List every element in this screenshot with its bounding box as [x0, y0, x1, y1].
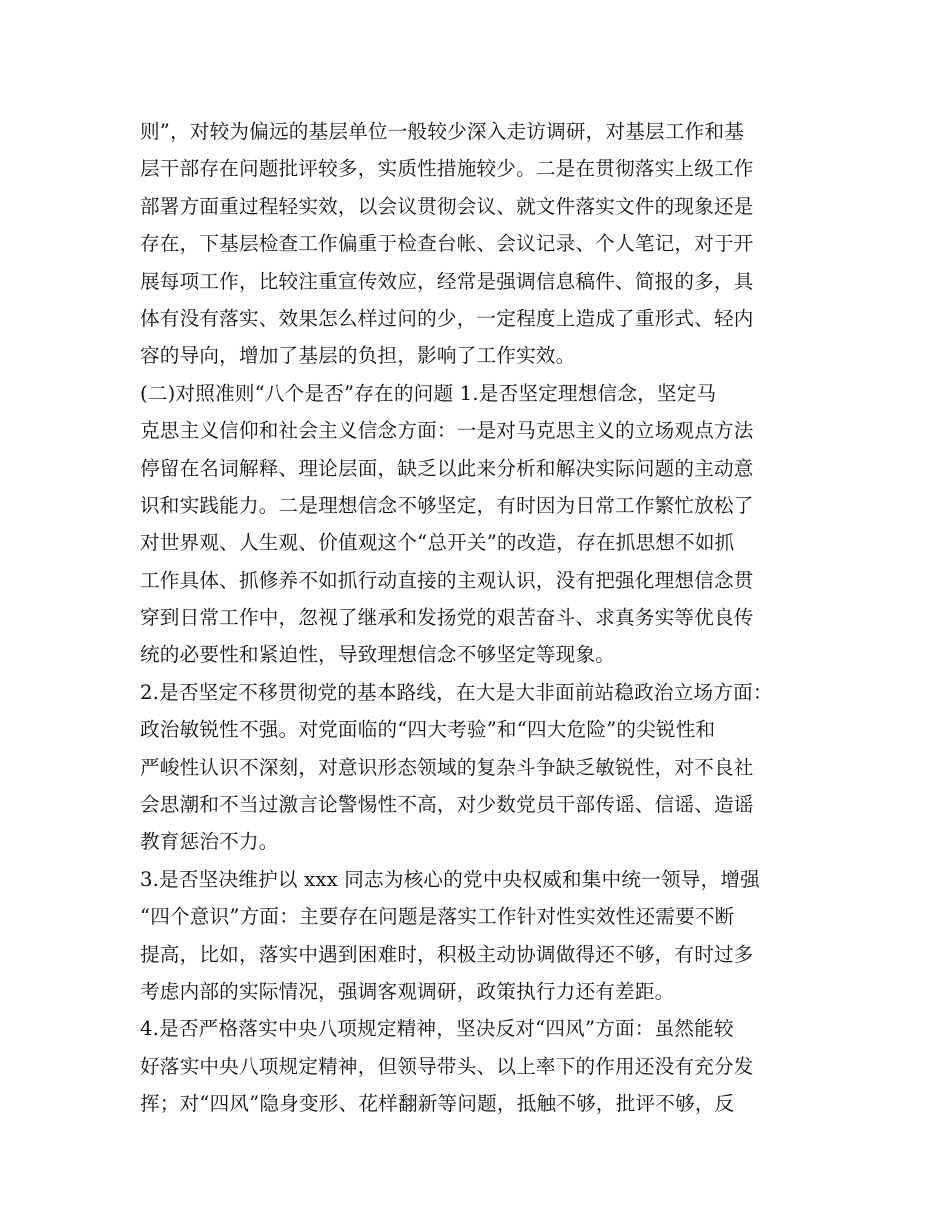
text-line: 识和实践能力。二是理想信念不够坚定，有时因为日常工作繁忙放松了	[140, 493, 754, 517]
text-line: “四个意识”方面：主要存在问题是落实工作针对性实效性还需要不断	[140, 905, 735, 929]
text-line: 考虑内部的实际情况，强调客观调研，政策执行力还有差距。	[140, 979, 675, 1003]
text-line: 工作具体、抓修养不如抓行动直接的主观认识，没有把强化理想信念贯	[140, 568, 754, 592]
text-line: 层干部存在问题批评较多，实质性措施较少。二是在贯彻落实上级工作	[140, 157, 754, 181]
text-line: 克思主义信仰和社会主义信念方面：一是对马克思主义的立场观点方法	[140, 419, 754, 443]
text-line: 体有没有落实、效果怎么样过问的少，一定程度上造成了重形式、轻内	[140, 306, 754, 330]
document-body-text	[140, 113, 820, 1123]
numbered-item-line: 2.是否坚定不移贯彻党的基本路线，在大是大非面前站稳政治立场方面：	[140, 680, 773, 704]
numbered-item-line: 4.是否严格落实中央八项规定精神，坚决反对“四风”方面：虽然能较	[140, 1017, 734, 1041]
text-line: 好落实中央八项规定精神，但领导带头、以上率下的作用还没有充分发	[140, 1054, 754, 1078]
text-line: 政治敏锐性不强。对党面临的“四大考验”和“四大危险”的尖锐性和	[140, 718, 716, 742]
text-line: 对世界观、人生观、价值观这个“总开关”的改造，存在抓思想不如抓	[140, 531, 735, 555]
text-line: 会思潮和不当过激言论警惕性不高，对少数党员干部传谣、信谣、造谣	[140, 793, 754, 817]
text-line: 严峻性认识不深刻，对意识形态领域的复杂斗争缺乏敏锐性，对不良社	[140, 755, 754, 779]
text-line: 教育惩治不力。	[140, 830, 279, 854]
text-line: 则”，对较为偏远的基层单位一般较少深入走访调研，对基层工作和基	[140, 120, 745, 143]
text-line: 存在，下基层检查工作偏重于检查台帐、会议记录、个人笔记，对于开	[140, 232, 754, 256]
numbered-item-line: 3.是否坚决维护以 xxx 同志为核心的党中央权威和集中统一领导，增强	[140, 867, 760, 891]
text-line: 部署方面重过程轻实效，以会议贯彻会议、就文件落实文件的现象还是	[140, 194, 754, 218]
section-heading-line: (二)对照准则“八个是否”存在的问题 1.是否坚定理想信念，坚定马	[140, 381, 717, 405]
text-line: 穿到日常工作中，忽视了继承和发扬党的艰苦奋斗、求真务实等优良传	[140, 606, 754, 630]
text-line: 提高，比如，落实中遇到困难时，积极主动协调做得还不够，有时过多	[140, 942, 754, 966]
text-line: 容的导向，增加了基层的负担，影响了工作实效。	[140, 344, 576, 368]
text-line: 展每项工作，比较注重宣传效应，经常是强调信息稿件、简报的多，具	[140, 269, 754, 293]
text-line: 停留在名词解释、理论层面，缺乏以此来分析和解决实际问题的主动意	[140, 456, 754, 480]
text-line: 统的必要性和紧迫性，导致理想信念不够坚定等现象。	[140, 643, 616, 667]
text-line: 挥；对“四风”隐身变形、花样翻新等问题，抵触不够，批评不够，反	[140, 1092, 735, 1116]
